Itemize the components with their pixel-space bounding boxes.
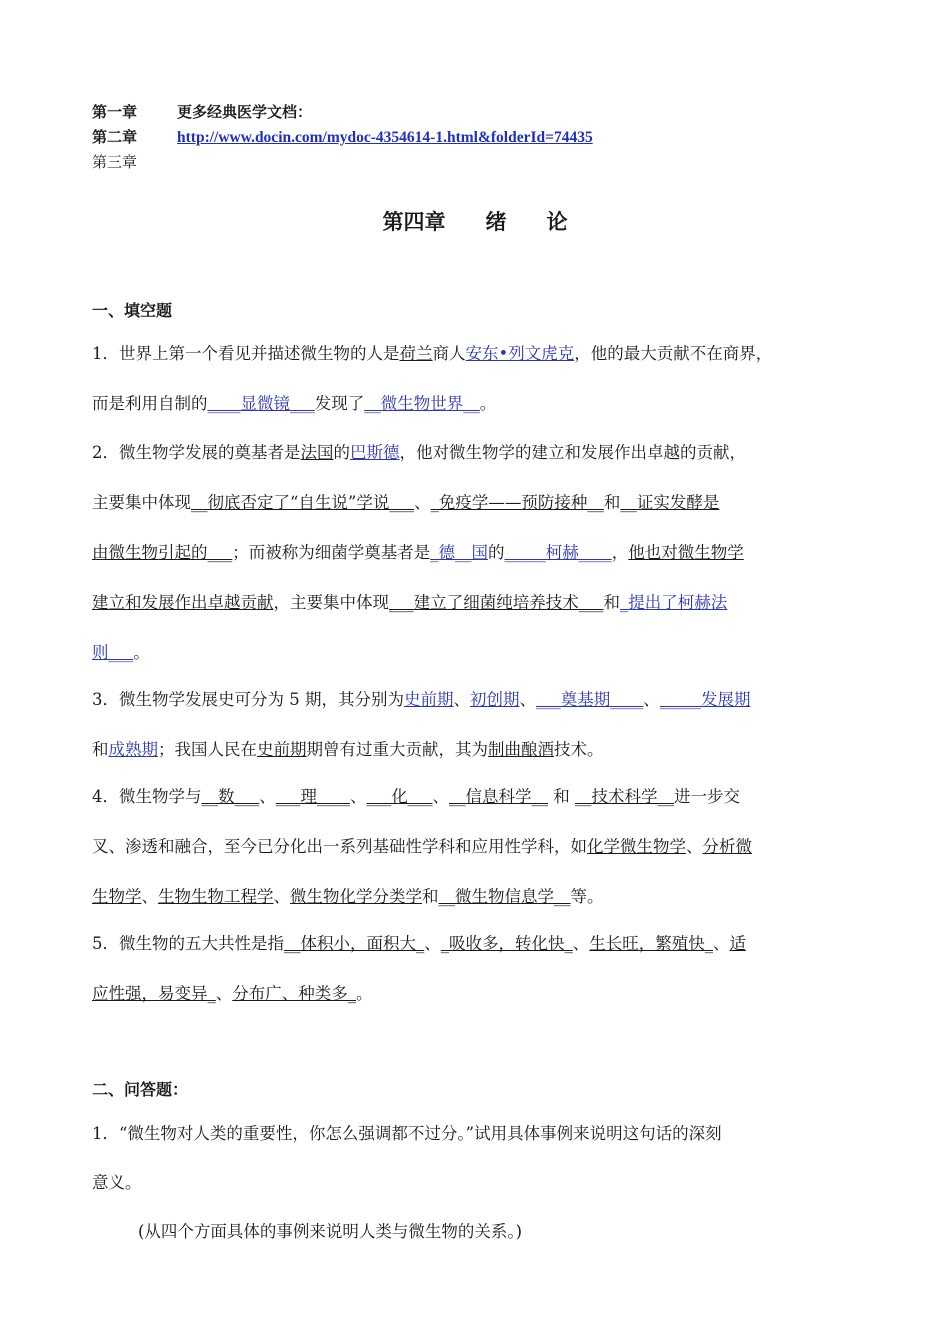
q1-line-1 (92, 342, 772, 366)
q5-answer-4-cont: 应性强，易变异_ (92, 984, 216, 1003)
q2-answer-pasteur: 巴斯德 (350, 443, 400, 462)
q4-text: 、 (273, 887, 290, 906)
q1-text: 1．世界上第一个看见并描述微生物的人是 (92, 344, 400, 363)
q4-line-1 (92, 785, 740, 809)
q3-text: 和 (92, 740, 109, 759)
q4-answer-tech: __技术科学__ (575, 787, 674, 806)
q2-answer-2: _免疫学——预防接种__ (430, 493, 604, 512)
q3-text: 、 (519, 690, 536, 709)
q3-answer-brewing: 制曲酿酒 (488, 740, 554, 759)
q2-line-2 (92, 491, 719, 515)
q5-answer-3: 生长旺，繁殖快_ (589, 934, 713, 953)
q4-answer-analytic: 分析微 (702, 837, 752, 856)
q5-line-1 (92, 932, 746, 956)
chapter-label-1: 第一章 (92, 103, 138, 121)
q5-text: 、 (572, 934, 590, 953)
q2-answer-3: __证实发酵是 (620, 493, 720, 512)
q5-answer-2: _吸收多，转化快_ (440, 934, 573, 953)
q1-answer-person: 安东•列文虎克 (465, 344, 575, 363)
title-chapter: 第四章 (382, 210, 446, 234)
title-word-2: 论 (546, 210, 568, 234)
q3-text: 、 (643, 690, 660, 709)
q3-answer-prehistoric-2: 史前期 (257, 740, 307, 759)
essay-q1-line-2: 意义。 (92, 1173, 142, 1192)
q2-text: 的 (333, 443, 350, 462)
q2-text: 和 (603, 493, 621, 512)
q4-text: 叉、渗透和融合，至今已分化出一系列基础性学科和应用性学科，如 (92, 837, 587, 856)
q4-text: 4．微生物学与 (92, 787, 202, 806)
header-line-1 (92, 102, 312, 122)
q2-answer-3-cont: 由微生物引起的___ (92, 543, 233, 562)
q4-line-2 (92, 835, 752, 859)
q2-answer-france: 法国 (300, 443, 334, 462)
q3-answer-mature: 成熟期 (108, 740, 158, 759)
q2-line-1 (92, 441, 746, 465)
q2-text: 、 (414, 493, 431, 512)
q4-text: 、 (686, 837, 703, 856)
q4-answer-math: __数___ (201, 787, 260, 806)
q4-text: 、 (141, 887, 158, 906)
q4-answer-chemistry: ___化___ (366, 787, 433, 806)
q1-text: 。 (479, 394, 497, 413)
header-line-3 (92, 152, 137, 172)
q3-answer-prehistoric: 史前期 (404, 690, 454, 709)
section-2-heading: 二、问答题： (92, 1080, 189, 1099)
q2-text: ， (611, 543, 629, 562)
q1-text: ，他的最大贡献不在商界， (574, 344, 773, 363)
q3-text: 期曾有过重大贡献，其为 (306, 740, 488, 759)
q4-text: 和 (548, 787, 575, 806)
q4-text: 、 (432, 787, 449, 806)
q2-answer-postulates-cont: 则___ (92, 643, 134, 662)
q4-answer-analytic-cont: 生物学 (92, 887, 142, 906)
q5-answer-5: 分布广、种类多_ (232, 984, 356, 1003)
q4-answer-taxonomy: 微生物化学分类学 (290, 887, 422, 906)
q4-answer-physics: ___理____ (275, 787, 350, 806)
q2-text: 的 (488, 543, 505, 562)
essay-q1-line-1: 1．“微生物对人类的重要性，你怎么强调都不过分。”试用具体事例来说明这句话的深刻 (92, 1124, 722, 1143)
q2-text: 和 (603, 593, 620, 612)
q4-answer-chem-micro: 化学微生物学 (587, 837, 686, 856)
q5-text: 5．微生物的五大共性是指 (92, 934, 284, 953)
q2-text-underlined: 他也对微生物学 (628, 543, 744, 562)
q1-answer-world: __微生物世界__ (364, 394, 480, 413)
q2-text: ；而被称为细菌学奠基者是 (232, 543, 431, 562)
q4-text: 等。 (570, 887, 604, 906)
section-1-heading: 一、填空题 (92, 301, 173, 320)
q2-line-5 (92, 641, 150, 665)
q2-text: 2．微生物学发展的奠基者是 (92, 443, 301, 462)
q2-text-underlined: 建立和发展作出卓越贡献 (92, 593, 274, 612)
q3-text: 技术。 (554, 740, 604, 759)
q3-text: ；我国人民在 (158, 740, 257, 759)
q1-text: 而是利用自制的 (92, 394, 208, 413)
q2-text: ，他对微生物学的建立和发展作出卓越的贡献， (399, 443, 746, 462)
docin-link[interactable]: http://www.docin.com/mydoc-4354614-1.html&folderId=74435 (177, 129, 593, 146)
q1-text: 发现了 (314, 394, 365, 413)
essay-q1-hint: (从四个方面具体的事例来说明人类与微生物的关系。) (138, 1222, 523, 1241)
q4-answer-bioeng: 生物生物工程学 (158, 887, 274, 906)
q2-answer-postulates: _提出了柯赫法 (620, 593, 728, 612)
q2-text: 主要集中体现 (92, 493, 191, 512)
q3-answer-initial: 初创期 (470, 690, 520, 709)
q4-text: 和 (422, 887, 439, 906)
q5-line-2 (92, 982, 373, 1006)
q3-answer-foundation: ___奠基期____ (536, 690, 644, 709)
q2-line-4 (92, 591, 727, 615)
q5-text: 、 (424, 934, 441, 953)
q5-answer-1: __体积小，面积大_ (284, 934, 425, 953)
q5-text: 。 (356, 984, 373, 1003)
q3-text: 3．微生物学发展史可分为 5 期，其分别为 (92, 690, 404, 709)
q4-answer-info: __信息科学__ (449, 787, 548, 806)
q4-text: 进一步交 (674, 787, 740, 806)
q3-line-2 (92, 738, 604, 762)
q5-answer-4: 适 (729, 934, 746, 953)
q2-answer-1: __彻底否定了“自生说”学说___ (191, 493, 415, 512)
title-word-1: 绪 (485, 210, 507, 234)
q5-text: 、 (713, 934, 730, 953)
q1-text: 商人 (432, 344, 466, 363)
q4-line-3 (92, 885, 604, 909)
q3-line-1 (92, 688, 751, 712)
more-docs-text: 更多经典医学文档： (177, 103, 313, 121)
q2-answer-germany: _德__国 (430, 543, 488, 562)
header-line-2 (92, 127, 593, 148)
q2-answer-culture: ___建立了细菌纯培养技术___ (389, 593, 604, 612)
chapter-label-2: 第二章 (92, 128, 138, 146)
chapter-label-3: 第三章 (92, 153, 138, 171)
q4-text: 、 (259, 787, 276, 806)
q3-answer-development: _____发展期 (659, 690, 751, 709)
q4-answer-informatics: __微生物信息学__ (438, 887, 571, 906)
q2-line-3 (92, 541, 744, 565)
q2-text: 。 (133, 643, 150, 662)
q2-answer-koch: _____柯赫____ (504, 543, 612, 562)
q2-text: ，主要集中体现 (273, 593, 389, 612)
page-title (0, 206, 950, 236)
q5-text: 、 (215, 984, 233, 1003)
q3-text: 、 (453, 690, 470, 709)
q1-answer-country: 荷兰 (399, 344, 433, 363)
q1-line-2 (92, 392, 496, 416)
q4-text: 、 (350, 787, 367, 806)
q1-answer-microscope: ____显微镜___ (207, 394, 315, 413)
